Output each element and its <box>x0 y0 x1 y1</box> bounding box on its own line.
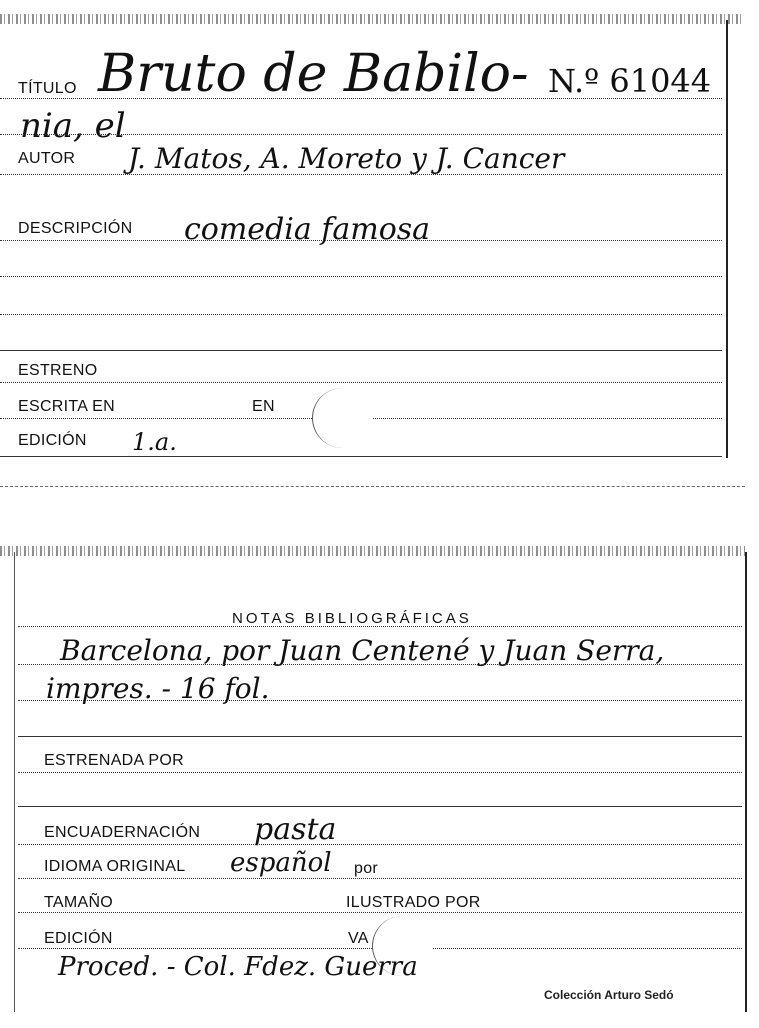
blank-rule-1 <box>0 276 722 277</box>
edicion-label: EDICIÓN <box>18 432 87 449</box>
procedencia-value: Proced. - Col. Fdez. Guerra <box>58 952 418 982</box>
edicion-rule <box>0 456 722 457</box>
blank-rule-2 <box>0 314 722 315</box>
ilustrado-label: ILUSTRADO POR <box>346 894 481 911</box>
descripcion-label: DESCRIPCIÓN <box>18 220 133 237</box>
notas-line-2-rule <box>18 700 742 701</box>
notas-line-1-rule <box>18 664 742 665</box>
idioma-label: IDIOMA ORIGINAL <box>44 858 186 875</box>
notas-rule <box>18 626 742 627</box>
titulo-continuation: nia, el <box>20 106 126 146</box>
idioma-rule <box>18 878 742 879</box>
blank-rule-3 <box>0 350 722 351</box>
blank-rule-4 <box>18 736 742 737</box>
descripcion-rule <box>0 240 722 241</box>
titulo-rule <box>0 98 722 99</box>
edicion-value: 1.a. <box>132 428 177 456</box>
autor-value: J. Matos, A. Moreto y J. Cancer <box>128 142 565 175</box>
separator-line <box>0 486 745 487</box>
encuadernacion-value: pasta <box>254 812 337 847</box>
encuadernacion-label: ENCUADERNACIÓN <box>44 824 201 841</box>
por-label: por <box>354 860 379 877</box>
notas-line-1: Barcelona, por Juan Centené y Juan Serra, <box>60 634 665 667</box>
notas-line-2: impres. - 16 fol. <box>46 672 270 705</box>
titulo-cont-rule <box>0 134 722 135</box>
estrenada-rule <box>18 772 742 773</box>
autor-label: AUTOR <box>18 150 76 167</box>
encuadernacion-rule <box>18 844 742 845</box>
collection-credit: Colección Arturo Sedó <box>544 988 674 1002</box>
titulo-value: Bruto de Babilo- <box>98 44 529 104</box>
en-label: EN <box>252 398 275 415</box>
numero-value: N.º 61044 <box>548 62 712 100</box>
va-label: VA <box>348 930 369 947</box>
escrita-label: ESCRITA EN <box>18 398 115 415</box>
idioma-value: español <box>230 848 332 878</box>
notas-label: NOTAS BIBLIOGRÁFICAS <box>232 610 472 627</box>
tamano-rule <box>18 912 742 913</box>
tamano-label: TAMAÑO <box>44 894 114 911</box>
estreno-rule <box>0 382 722 383</box>
estreno-label: ESTRENO <box>18 362 98 379</box>
estrenada-label: ESTRENADA POR <box>44 752 184 769</box>
punch-hole <box>312 388 373 448</box>
blank-rule-5 <box>18 806 742 807</box>
edicion-2-label: EDICIÓN <box>44 930 113 947</box>
titulo-label: TÍTULO <box>18 80 77 97</box>
descripcion-value: comedia famosa <box>184 212 431 247</box>
autor-rule <box>0 174 722 175</box>
